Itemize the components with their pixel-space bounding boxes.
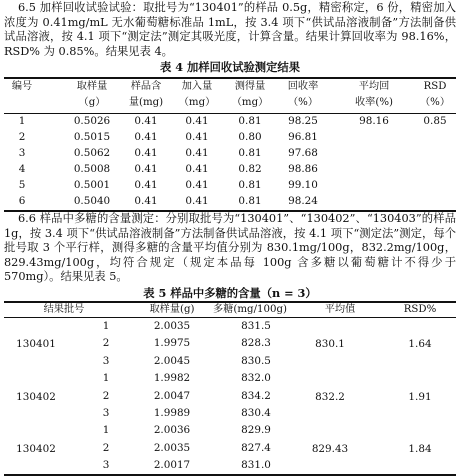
table-4-cell: 98.16 <box>359 115 389 127</box>
table-5-bottom-rule <box>4 474 456 476</box>
table-4-cell: 2 <box>18 131 26 143</box>
table-5-sample-weight: 1.9975 <box>153 337 191 350</box>
table-4-cell: 0.5001 <box>73 179 111 191</box>
table-4-header-unit: 量(mg) <box>128 97 164 108</box>
table-4-cell: 98.86 <box>288 163 318 175</box>
table-4-header-unit: （mg） <box>231 97 269 108</box>
table-4-cell: 0.41 <box>134 131 158 143</box>
table-5-caption: 表 5 样品中多糖的含量（n = 3） <box>143 286 317 300</box>
table-5-header-cell: RSD% <box>403 304 437 315</box>
section-6-5-paragraph <box>4 1 456 59</box>
table-5-batch: 130402 <box>16 390 56 403</box>
table-5-replicate: 1 <box>102 424 110 437</box>
table-5-polysaccharide: 829.9 <box>241 424 271 437</box>
table-4-cell: 1 <box>18 115 26 127</box>
table-4-cell: 0.81 <box>238 195 262 207</box>
table-4-cell: 97.68 <box>288 147 318 159</box>
table-5-sample-weight: 2.0035 <box>153 320 191 332</box>
table-4-cell: 0.41 <box>185 179 209 191</box>
table-4-header-unit: 收率(%) <box>354 97 393 108</box>
table-4-header-cell: 回收率 <box>287 81 319 92</box>
table-4-cell: 0.5008 <box>73 163 111 175</box>
table-4-cell: 0.5015 <box>73 131 111 143</box>
table-4-header-cell: 加入量 <box>181 81 213 92</box>
table-5-sample-weight: 1.9982 <box>153 372 191 385</box>
table-5-polysaccharide: 834.2 <box>241 389 271 402</box>
table-4-cell: 0.41 <box>185 147 209 159</box>
table-4-cell: 98.25 <box>288 115 318 127</box>
table-4-header-unit: （%） <box>287 97 319 108</box>
table-4-header-cell: 样品含 <box>130 81 162 92</box>
table-4-cell: 0.41 <box>185 115 209 127</box>
table-5-rsd: 1.64 <box>408 338 432 351</box>
table-5-polysaccharide: 827.4 <box>241 441 271 454</box>
table-4-header-cell: RSD <box>423 81 447 92</box>
table-4-cell: 98.24 <box>288 195 318 207</box>
table-4-top-rule <box>4 77 456 79</box>
table-5-average: 830.1 <box>315 338 345 351</box>
table-5-sample-weight: 1.9989 <box>153 407 191 419</box>
table-5-batch: 130401 <box>16 338 56 351</box>
table-4-cell: 0.41 <box>134 195 158 207</box>
table-4-cell: 0.41 <box>134 179 158 191</box>
table-5-polysaccharide: 831.5 <box>241 320 271 332</box>
table-5-replicate: 3 <box>102 354 110 367</box>
table-5-polysaccharide: 830.4 <box>241 407 271 419</box>
table-5-header-cell: 平均值 <box>324 304 356 315</box>
table-4-header-unit: （%） <box>419 97 451 108</box>
table-5-header-cell: 取样量(g) <box>149 304 195 315</box>
table-5-batch: 130402 <box>16 442 56 455</box>
table-4-header-unit: （mg） <box>178 97 216 108</box>
table-5-polysaccharide: 830.5 <box>241 354 271 367</box>
table-4-cell: 0.41 <box>134 147 158 159</box>
table-5-rsd: 1.91 <box>408 390 432 403</box>
table-4-cell: 0.5026 <box>73 115 111 127</box>
table-5-sample-weight: 2.0045 <box>153 354 191 367</box>
table-4-cell: 0.5040 <box>73 195 111 207</box>
table-5-polysaccharide: 832.0 <box>241 372 271 385</box>
table-4-header-cell: 测得量 <box>234 81 266 92</box>
table-5-polysaccharide: 828.3 <box>241 337 271 350</box>
table-4-cell: 99.10 <box>288 179 318 191</box>
table-4-header-cell: 编号 <box>11 81 33 92</box>
table-4-header-cell: 取样量 <box>76 81 108 92</box>
table-5-average: 832.2 <box>315 390 345 403</box>
table-4-header-unit: （g） <box>78 97 106 108</box>
table-4-cell: 0.81 <box>238 147 262 159</box>
table-4-cell: 0.41 <box>134 115 158 127</box>
table-4-caption: 表 4 加样回收试验测定结果 <box>160 60 300 74</box>
table-5-replicate: 3 <box>102 459 110 472</box>
table-5-polysaccharide: 831.0 <box>241 459 271 472</box>
table-5-replicate: 2 <box>102 389 110 402</box>
table-4-cell: 4 <box>18 163 26 175</box>
table-4-header-rule <box>4 113 456 114</box>
table-4-cell: 3 <box>18 147 26 159</box>
table-5-sample-weight: 2.0035 <box>153 441 191 454</box>
table-5-sample-weight: 2.0017 <box>153 459 191 472</box>
table-4-cell: 0.41 <box>134 163 158 175</box>
table-5-replicate: 3 <box>102 407 110 419</box>
section-6-5-text: 6.5 加样回收试验试验：取批号为“130401”的样品 0.5g，精密称定，6 份，精密加入浓度为 0.41mg/mL 无水葡萄糖标准品 1mL，按 3.4 项下“供试品溶液制备”方法制备供试品溶液，按 4.1 项下“测定法”测定其吸光度，计算含量。结果计算回收率为 98.16%，RSD% 为 0.85%。结果见表 4。 <box>4 1 456 58</box>
table-4-header-cell: 平均回 <box>358 81 390 92</box>
table-4-cell: 0.41 <box>185 163 209 175</box>
table-4-cell: 0.5062 <box>73 147 111 159</box>
table-5-header-rule <box>4 317 456 318</box>
table-5-replicate: 2 <box>102 337 110 350</box>
table-4-cell: 0.82 <box>238 163 262 175</box>
section-6-6-text: 6.6 样品中多糖的含量测定：分别取批号为“130401”、“130402”、“130403”的样品 1g，按 3.4 项下“供试品溶液制备”方法制备供试品溶液，按 4.1 项下“测定法”测定，每个批号取 3 个平行样，测得多糖的含量平均值分别为 830.1mg/100g，832.2mg/100g，829.43mg/100g，均符合规定（规定本品每 100g 含多糖以葡萄糖计不得少于 570mg）。结果见表 5。 <box>4 212 456 284</box>
table-4-cell: 6 <box>18 195 26 207</box>
section-6-6-paragraph <box>4 212 456 285</box>
table-4-cell: 0.80 <box>238 131 262 143</box>
table-5-rsd: 1.84 <box>408 442 432 455</box>
table-5-header-cell: 结果批号 <box>43 304 85 315</box>
table-5-replicate: 2 <box>102 441 110 454</box>
table-5-replicate: 1 <box>102 320 110 332</box>
table-5-sample-weight: 2.0036 <box>153 424 191 437</box>
table-4-cell: 0.81 <box>238 179 262 191</box>
table-5-replicate: 1 <box>102 372 110 385</box>
table-5-sample-weight: 2.0047 <box>153 389 191 402</box>
table-5-header-cell: 多糖(mg/100g) <box>213 304 287 315</box>
table-4-cell: 0.41 <box>185 195 209 207</box>
table-5-average: 829.43 <box>311 442 349 455</box>
table-4-cell: 96.81 <box>288 131 318 143</box>
table-4-cell: 0.85 <box>423 115 447 127</box>
table-4-cell: 5 <box>18 179 26 191</box>
table-4-cell: 0.41 <box>185 131 209 143</box>
table-4-cell: 0.81 <box>238 115 262 127</box>
